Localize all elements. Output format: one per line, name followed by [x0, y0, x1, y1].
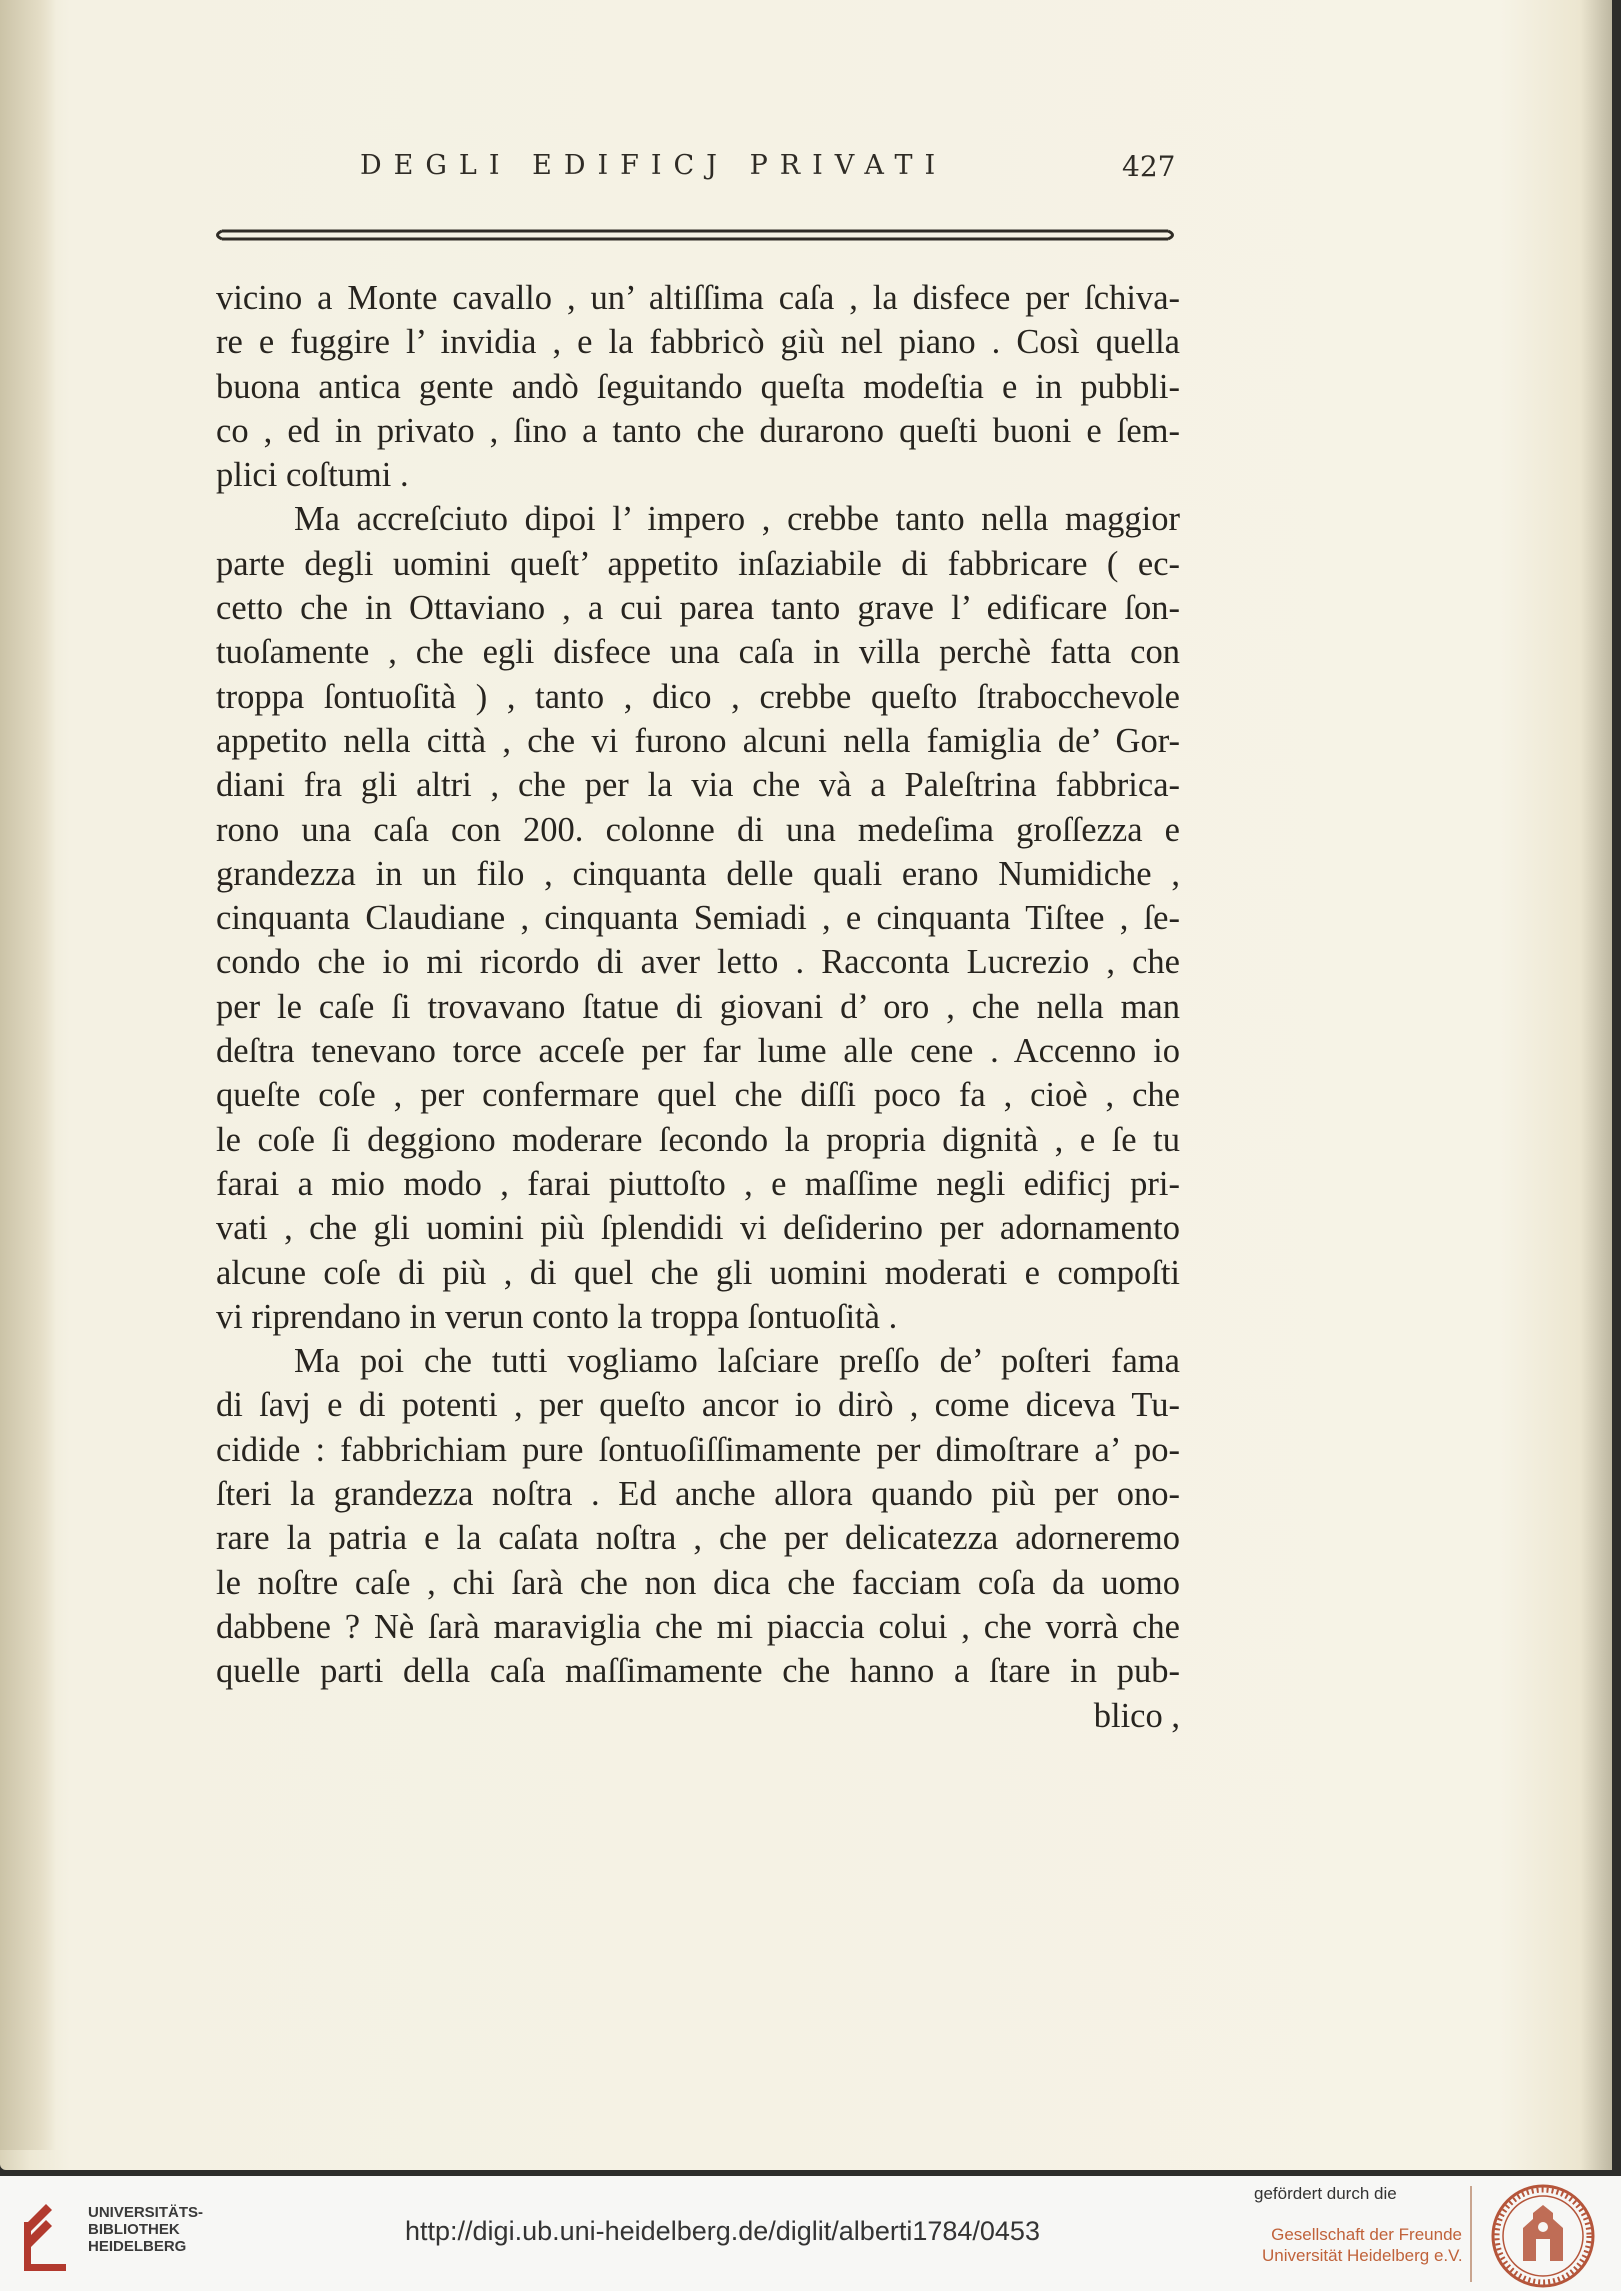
text-line: buona antica gente andò ſeguitando queſta modeſtia e in pubbli- — [216, 367, 1180, 406]
permalink-url[interactable]: http://digi.ub.uni-heidelberg.de/diglit/alberti1784/0453 — [405, 2216, 1040, 2246]
library-name-line: UNIVERSITÄTS- — [88, 2204, 204, 2221]
text-line: blico , — [1093, 1696, 1180, 1735]
text-line: di ſavj e di potenti , per queſto ancor io dirò , come diceva Tu- — [216, 1386, 1180, 1425]
decorative-rule — [212, 226, 1178, 244]
society-name-line: Gesellschaft der Freunde — [1271, 2225, 1462, 2244]
text-line: grandezza in un filo , cinquanta delle quali erano Numidiche , — [216, 854, 1180, 893]
text-line: per le caſe ſi trovavano ſtatue di giovani d’ oro , che nella man — [216, 987, 1180, 1026]
text-line: Ma poi che tutti vogliamo laſciare preſſo de’ poſteri fama — [294, 1342, 1180, 1381]
footer-divider — [1470, 2186, 1472, 2282]
text-line: le noſtre caſe , chi ſarà che non dica che facciam coſa da uomo — [216, 1563, 1180, 1602]
society-seal-icon[interactable] — [1490, 2183, 1596, 2289]
text-line: plici coſtumi . — [216, 456, 409, 495]
text-line: appetito nella città , che vi furono alcuni nella famiglia de’ Gor- — [216, 721, 1180, 760]
library-name-line: HEIDELBERG — [88, 2238, 187, 2255]
body-text — [216, 276, 1180, 1738]
running-head: DEGLI EDIFICJ PRIVATI — [360, 150, 948, 181]
text-line: farai a mio modo , farai piuttoſto , e maſſime negli edificj pri- — [216, 1164, 1180, 1203]
society-name[interactable] — [1262, 2224, 1462, 2266]
text-line: vati , che gli uomini più ſplendidi vi deſiderino per adornamento — [216, 1209, 1180, 1248]
text-line: Ma accreſciuto dipoi l’ impero , crebbe tanto nella maggior — [294, 500, 1180, 539]
page-gutter — [0, 0, 56, 2150]
text-line: re e fuggire l’ invidia , e la fabbricò giù nel piano . Così quella — [216, 323, 1180, 362]
text-line: vi riprendano in verun conto la troppa ſontuoſità . — [216, 1297, 898, 1336]
ub-heidelberg-logo-icon[interactable] — [18, 2192, 74, 2276]
text-line: rono una caſa con 200. colonne di una medeſima groſſezza e — [216, 810, 1180, 849]
text-line: vicino a Monte cavallo , un’ altiſſima caſa , la disfece per ſchiva- — [216, 279, 1180, 317]
text-line: le coſe ſi deggiono moderare ſecondo la propria dignità , e ſe tu — [216, 1120, 1180, 1159]
text-line: condo che io mi ricordo di aver letto . Racconta Lucrezio , che — [216, 943, 1180, 982]
text-line: rare la patria e la caſata noſtra , che per delicatezza adorneremo — [216, 1519, 1180, 1558]
society-name-line: Universität Heidelberg e.V. — [1262, 2246, 1463, 2265]
page-number: 427 — [1122, 150, 1176, 183]
text-line: cetto che in Ottaviano , a cui parea tanto grave l’ edificare ſon- — [216, 589, 1180, 628]
text-line: dabbene ? Nè ſarà maraviglia che mi piaccia colui , che vorrà che — [216, 1607, 1180, 1646]
text-line: parte degli uomini queſt’ appetito inſaziabile di fabbricare ( ec- — [216, 544, 1180, 583]
text-line: co , ed in privato , ſino a tanto che durarono queſti buoni e ſem- — [216, 411, 1180, 450]
text-line: deſtra tenevano torce acceſe per far lume alle cene . Accenno io — [216, 1032, 1180, 1071]
funded-by-label: gefördert durch die — [1254, 2184, 1397, 2203]
text-line: cidide : fabbrichiam pure ſontuoſiſſimamente per dimoſtrare a’ po- — [216, 1430, 1180, 1469]
library-name-line: BIBLIOTHEK — [88, 2221, 180, 2238]
text-line: queſte coſe , per confermare quel che diſſi poco fa , cioè , che — [216, 1076, 1180, 1115]
text-line: alcune coſe di più , di quel che gli uomini moderati e compoſti — [216, 1253, 1180, 1292]
text-line: ſteri la grandezza noſtra . Ed anche allora quando più per ono- — [216, 1475, 1180, 1514]
text-line: cinquanta Claudiane , cinquanta Semiadi , e cinquanta Tiſtee , ſe- — [216, 899, 1180, 938]
text-line: quelle parti della caſa maſſimamente che hanno a ſtare in pub- — [216, 1652, 1180, 1691]
text-line: troppa ſontuoſità ) , tanto , dico , crebbe queſto ſtrabocchevole — [216, 677, 1180, 716]
text-line: tuoſamente , che egli disfece una caſa in villa perchè fatta con — [216, 633, 1180, 672]
library-name[interactable] — [88, 2204, 203, 2255]
text-line: diani fra gli altri , che per la via che và a Paleſtrina fabbrica- — [216, 766, 1180, 805]
